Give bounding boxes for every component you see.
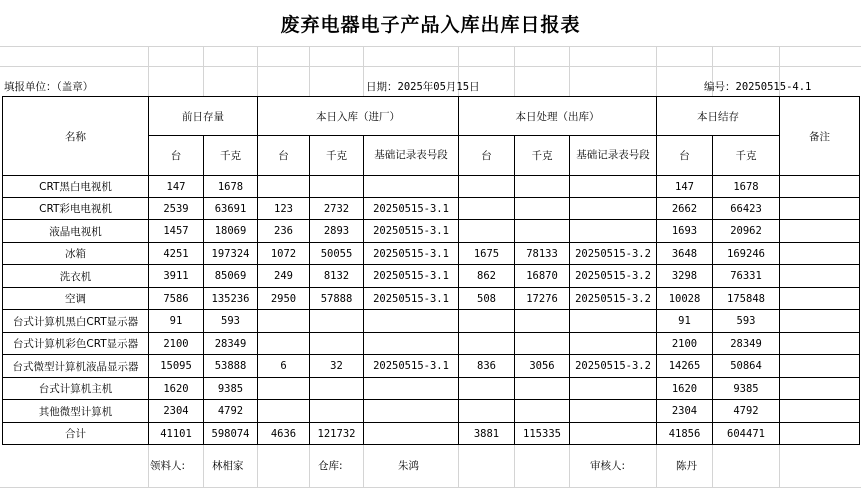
bal-count-cell: 91 bbox=[657, 310, 713, 333]
out-kg-cell bbox=[515, 198, 570, 220]
in-kg-cell: 57888 bbox=[310, 288, 364, 310]
remark-cell bbox=[780, 355, 860, 378]
remark-cell bbox=[780, 310, 860, 333]
bal-kg-cell: 169246 bbox=[713, 243, 780, 265]
in-record-cell bbox=[364, 423, 459, 445]
report-title: 废弃电器电子产品入库出库日报表 bbox=[280, 13, 581, 36]
out-record-cell bbox=[570, 198, 657, 220]
out-kg-cell: 3056 bbox=[515, 355, 570, 378]
out-kg-cell bbox=[515, 400, 570, 423]
table-row bbox=[3, 400, 860, 423]
in-record-cell: 20250515-3.1 bbox=[364, 243, 459, 265]
out-count-cell bbox=[459, 333, 515, 355]
in-kg-cell: 50055 bbox=[310, 243, 364, 265]
table-row bbox=[3, 220, 860, 243]
out-record-cell: 20250515-3.2 bbox=[570, 265, 657, 288]
gridline bbox=[257, 46, 258, 96]
remark-cell bbox=[780, 265, 860, 288]
reviewer-name: 陈丹 bbox=[676, 460, 697, 472]
table-row bbox=[3, 378, 860, 400]
out-count-cell: 508 bbox=[459, 288, 515, 310]
report-table bbox=[2, 96, 860, 445]
gridline bbox=[309, 46, 310, 96]
in-record-cell: 20250515-3.1 bbox=[364, 288, 459, 310]
in-kg-cell: 121732 bbox=[310, 423, 364, 445]
table-row bbox=[3, 243, 860, 265]
out-count-cell bbox=[459, 310, 515, 333]
remark-cell bbox=[780, 288, 860, 310]
out-record-cell bbox=[570, 423, 657, 445]
table-row bbox=[3, 265, 860, 288]
gridline bbox=[363, 46, 364, 96]
header-inbound: 本日入库（进厂） bbox=[258, 97, 459, 136]
bal-count-cell: 3648 bbox=[657, 243, 713, 265]
remark-cell bbox=[780, 423, 860, 445]
in-kg-cell bbox=[310, 176, 364, 198]
out-record-cell bbox=[570, 176, 657, 198]
gridline bbox=[309, 444, 310, 488]
prev-count-cell: 7586 bbox=[149, 288, 204, 310]
header-processed: 本日处理（出库） bbox=[459, 97, 657, 136]
out-kg-cell: 16870 bbox=[515, 265, 570, 288]
prev-kg-cell: 598074 bbox=[204, 423, 258, 445]
prev-kg-cell: 197324 bbox=[204, 243, 258, 265]
header-out-count: 台 bbox=[459, 136, 515, 176]
header-remark: 备注 bbox=[780, 97, 860, 176]
prev-count-cell: 1620 bbox=[149, 378, 204, 400]
warehouse-name: 朱鸿 bbox=[398, 460, 419, 472]
table-row bbox=[3, 355, 860, 378]
in-kg-cell bbox=[310, 310, 364, 333]
bal-kg-cell: 593 bbox=[713, 310, 780, 333]
header-row-group bbox=[3, 97, 860, 136]
gridline bbox=[148, 46, 149, 96]
in-count-cell bbox=[258, 400, 310, 423]
out-count-cell: 836 bbox=[459, 355, 515, 378]
bal-kg-cell: 66423 bbox=[713, 198, 780, 220]
in-count-cell: 2950 bbox=[258, 288, 310, 310]
header-closing: 本日结存 bbox=[657, 97, 780, 136]
gridline bbox=[0, 66, 861, 67]
out-count-cell bbox=[459, 198, 515, 220]
bal-kg-cell: 50864 bbox=[713, 355, 780, 378]
bal-kg-cell: 20962 bbox=[713, 220, 780, 243]
gridline bbox=[203, 444, 204, 488]
out-record-cell bbox=[570, 333, 657, 355]
report-code: 编号：20250515-4.1 bbox=[704, 81, 812, 93]
out-kg-cell: 17276 bbox=[515, 288, 570, 310]
gridline bbox=[656, 444, 657, 488]
prev-kg-cell: 1678 bbox=[204, 176, 258, 198]
out-kg-cell: 78133 bbox=[515, 243, 570, 265]
prev-count-cell: 2539 bbox=[149, 198, 204, 220]
in-kg-cell: 8132 bbox=[310, 265, 364, 288]
item-name-cell: 其他微型计算机 bbox=[3, 400, 149, 423]
out-record-cell bbox=[570, 400, 657, 423]
item-name-cell: 冰箱 bbox=[3, 243, 149, 265]
item-name-cell: 台式计算机黑白CRT显示器 bbox=[3, 310, 149, 333]
bal-count-cell: 2100 bbox=[657, 333, 713, 355]
item-name-cell: 空调 bbox=[3, 288, 149, 310]
in-record-cell: 20250515-3.1 bbox=[364, 355, 459, 378]
in-record-cell: 20250515-3.1 bbox=[364, 220, 459, 243]
remark-cell bbox=[780, 198, 860, 220]
bal-count-cell: 1693 bbox=[657, 220, 713, 243]
remark-cell bbox=[780, 220, 860, 243]
out-count-cell: 3881 bbox=[459, 423, 515, 445]
header-name: 名称 bbox=[3, 97, 149, 176]
item-name-cell: CRT黑白电视机 bbox=[3, 176, 149, 198]
prev-kg-cell: 9385 bbox=[204, 378, 258, 400]
out-count-cell bbox=[459, 220, 515, 243]
bal-count-cell: 2662 bbox=[657, 198, 713, 220]
in-kg-cell: 32 bbox=[310, 355, 364, 378]
remark-cell bbox=[780, 378, 860, 400]
gridline bbox=[569, 46, 570, 96]
prev-kg-cell: 593 bbox=[204, 310, 258, 333]
header-prev-stock: 前日存量 bbox=[149, 97, 258, 136]
in-count-cell: 4636 bbox=[258, 423, 310, 445]
prev-count-cell: 41101 bbox=[149, 423, 204, 445]
table-row bbox=[3, 176, 860, 198]
prev-count-cell: 91 bbox=[149, 310, 204, 333]
in-count-cell bbox=[258, 310, 310, 333]
table-row bbox=[3, 310, 860, 333]
bal-kg-cell: 9385 bbox=[713, 378, 780, 400]
in-kg-cell: 2893 bbox=[310, 220, 364, 243]
header-prev-kg: 千克 bbox=[204, 136, 258, 176]
bal-count-cell: 147 bbox=[657, 176, 713, 198]
remark-cell bbox=[780, 176, 860, 198]
table-row bbox=[3, 198, 860, 220]
item-name-cell: 液晶电视机 bbox=[3, 220, 149, 243]
header-prev-count: 台 bbox=[149, 136, 204, 176]
reviewer-label: 审核人: bbox=[590, 460, 626, 472]
prev-kg-cell: 63691 bbox=[204, 198, 258, 220]
in-kg-cell bbox=[310, 400, 364, 423]
gridline bbox=[203, 46, 204, 96]
bal-count-cell: 2304 bbox=[657, 400, 713, 423]
out-kg-cell bbox=[515, 220, 570, 243]
gridline bbox=[514, 444, 515, 488]
bal-kg-cell: 604471 bbox=[713, 423, 780, 445]
header-out-record: 基础记录表号段 bbox=[570, 136, 657, 176]
bal-count-cell: 10028 bbox=[657, 288, 713, 310]
bal-count-cell: 41856 bbox=[657, 423, 713, 445]
bal-kg-cell: 76331 bbox=[713, 265, 780, 288]
out-kg-cell bbox=[515, 333, 570, 355]
header-in-count: 台 bbox=[258, 136, 310, 176]
gridline bbox=[712, 444, 713, 488]
out-kg-cell: 115335 bbox=[515, 423, 570, 445]
out-record-cell bbox=[570, 310, 657, 333]
header-in-record: 基础记录表号段 bbox=[364, 136, 459, 176]
out-record-cell: 20250515-3.2 bbox=[570, 288, 657, 310]
bal-kg-cell: 175848 bbox=[713, 288, 780, 310]
bal-count-cell: 3298 bbox=[657, 265, 713, 288]
header-bal-count: 台 bbox=[657, 136, 713, 176]
in-record-cell bbox=[364, 400, 459, 423]
bal-count-cell: 14265 bbox=[657, 355, 713, 378]
gridline bbox=[257, 444, 258, 488]
in-count-cell bbox=[258, 333, 310, 355]
in-kg-cell bbox=[310, 333, 364, 355]
remark-cell bbox=[780, 333, 860, 355]
item-name-cell: CRT彩电电视机 bbox=[3, 198, 149, 220]
gridline bbox=[458, 444, 459, 488]
reporting-unit-label: 填报单位：（盖章） bbox=[4, 81, 94, 93]
remark-cell bbox=[780, 400, 860, 423]
gridline bbox=[569, 444, 570, 488]
out-kg-cell bbox=[515, 310, 570, 333]
report-date: 日期：2025年05月15日 bbox=[366, 81, 480, 93]
in-count-cell: 6 bbox=[258, 355, 310, 378]
prev-count-cell: 15095 bbox=[149, 355, 204, 378]
in-count-cell bbox=[258, 176, 310, 198]
header-bal-kg: 千克 bbox=[713, 136, 780, 176]
out-record-cell bbox=[570, 378, 657, 400]
in-record-cell bbox=[364, 378, 459, 400]
in-record-cell bbox=[364, 333, 459, 355]
gridline bbox=[514, 46, 515, 96]
gridline bbox=[656, 46, 657, 96]
in-record-cell: 20250515-3.1 bbox=[364, 198, 459, 220]
item-name-cell: 台式微型计算机液晶显示器 bbox=[3, 355, 149, 378]
gridline bbox=[148, 444, 149, 488]
in-count-cell: 123 bbox=[258, 198, 310, 220]
prev-kg-cell: 85069 bbox=[204, 265, 258, 288]
out-record-cell bbox=[570, 220, 657, 243]
gridline bbox=[779, 444, 780, 488]
prev-kg-cell: 4792 bbox=[204, 400, 258, 423]
out-record-cell: 20250515-3.2 bbox=[570, 243, 657, 265]
table-row bbox=[3, 288, 860, 310]
prev-kg-cell: 18069 bbox=[204, 220, 258, 243]
out-kg-cell bbox=[515, 378, 570, 400]
prev-count-cell: 2304 bbox=[149, 400, 204, 423]
in-kg-cell bbox=[310, 378, 364, 400]
prev-count-cell: 147 bbox=[149, 176, 204, 198]
remark-cell bbox=[780, 243, 860, 265]
prev-count-cell: 3911 bbox=[149, 265, 204, 288]
out-count-cell: 862 bbox=[459, 265, 515, 288]
in-count-cell: 249 bbox=[258, 265, 310, 288]
prev-kg-cell: 28349 bbox=[204, 333, 258, 355]
out-count-cell bbox=[459, 400, 515, 423]
in-kg-cell: 2732 bbox=[310, 198, 364, 220]
warehouse-label: 仓库: bbox=[318, 460, 343, 472]
in-record-cell: 20250515-3.1 bbox=[364, 265, 459, 288]
receiver-name: 林相家 bbox=[212, 460, 244, 472]
bal-kg-cell: 4792 bbox=[713, 400, 780, 423]
gridline bbox=[363, 444, 364, 488]
prev-kg-cell: 135236 bbox=[204, 288, 258, 310]
prev-count-cell: 4251 bbox=[149, 243, 204, 265]
header-in-kg: 千克 bbox=[310, 136, 364, 176]
bal-kg-cell: 28349 bbox=[713, 333, 780, 355]
out-count-cell bbox=[459, 176, 515, 198]
bal-count-cell: 1620 bbox=[657, 378, 713, 400]
total-row bbox=[3, 423, 860, 445]
in-count-cell: 1072 bbox=[258, 243, 310, 265]
out-count-cell bbox=[459, 378, 515, 400]
bal-kg-cell: 1678 bbox=[713, 176, 780, 198]
item-name-cell: 合计 bbox=[3, 423, 149, 445]
header-out-kg: 千克 bbox=[515, 136, 570, 176]
item-name-cell: 台式计算机彩色CRT显示器 bbox=[3, 333, 149, 355]
prev-count-cell: 2100 bbox=[149, 333, 204, 355]
in-record-cell bbox=[364, 176, 459, 198]
prev-count-cell: 1457 bbox=[149, 220, 204, 243]
gridline bbox=[0, 46, 861, 47]
in-count-cell bbox=[258, 378, 310, 400]
item-name-cell: 洗衣机 bbox=[3, 265, 149, 288]
out-record-cell: 20250515-3.2 bbox=[570, 355, 657, 378]
out-count-cell: 1675 bbox=[459, 243, 515, 265]
table-row bbox=[3, 333, 860, 355]
out-kg-cell bbox=[515, 176, 570, 198]
in-count-cell: 236 bbox=[258, 220, 310, 243]
item-name-cell: 台式计算机主机 bbox=[3, 378, 149, 400]
receiver-label: 领料人: bbox=[150, 460, 186, 472]
in-record-cell bbox=[364, 310, 459, 333]
prev-kg-cell: 53888 bbox=[204, 355, 258, 378]
